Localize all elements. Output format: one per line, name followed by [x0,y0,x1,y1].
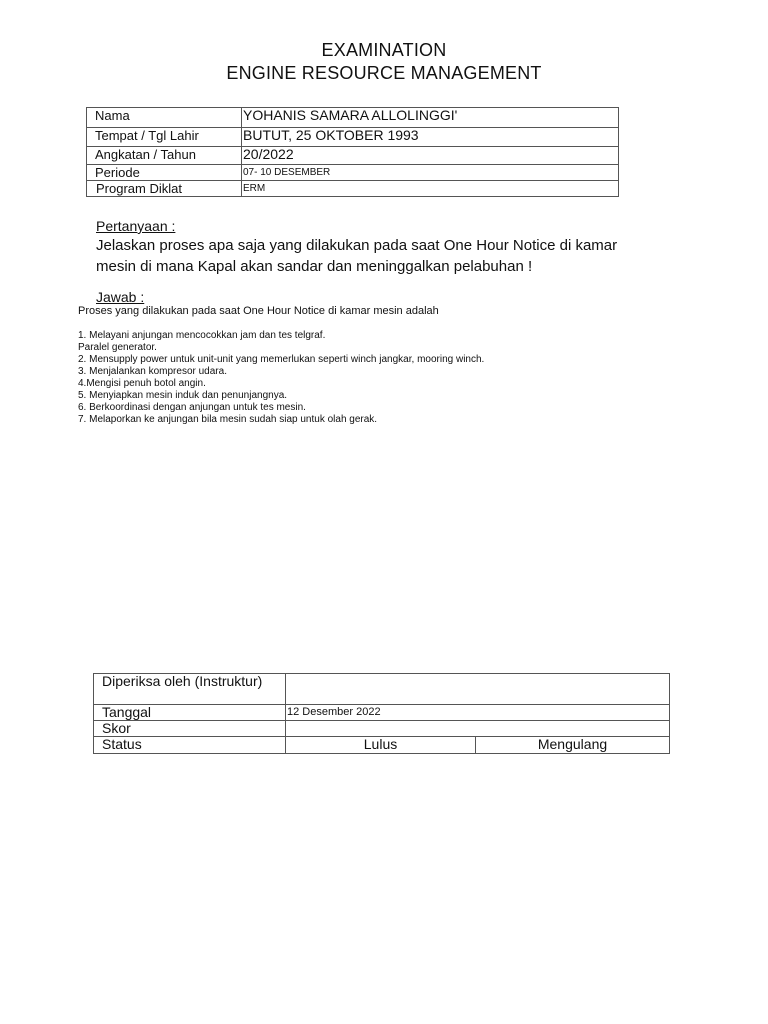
score-value [286,721,670,737]
answer-heading: Jawab : [96,289,145,305]
table-row [87,165,619,181]
answer-list [78,330,718,426]
list-item: 3. Menjalankan kompresor udara. [78,366,227,377]
exam-subtitle: ENGINE RESOURCE MANAGEMENT [226,63,542,83]
table-row [94,705,670,721]
identity-table [86,107,619,197]
answer-intro: Proses yang dilakukan pada saat One Hour Notice di kamar mesin adalah [78,305,439,317]
list-item: 4.Mengisi penuh botol angin. [78,378,206,389]
checked-by-value [286,674,670,705]
list-item: 2. Mensupply power untuk unit-unit yang memerlukan seperti winch jangkar, mooring winch. [78,354,485,365]
list-item: 7. Melaporkan ke anjungan bila mesin sudah siap untuk olah gerak. [78,414,378,425]
program-value: ERM [242,181,619,197]
review-table [93,673,670,754]
score-label: Skor [94,721,286,737]
program-label: Program Diklat [87,181,242,197]
checked-by-label: Diperiksa oleh (Instruktur) [94,674,286,705]
table-row [87,108,619,128]
name-label: Nama [87,108,242,128]
question-heading: Pertanyaan : [96,218,176,234]
status-pass: Lulus [286,737,476,754]
exam-title: EXAMINATION [321,40,447,60]
table-row [87,128,619,147]
period-value: 07- 10 DESEMBER [242,165,619,181]
name-value: YOHANIS SAMARA ALLOLINGGI' [242,108,619,128]
status-repeat: Mengulang [476,737,670,754]
table-row [87,181,619,197]
batch-label: Angkatan / Tahun [87,147,242,165]
table-row [94,737,670,754]
date-label: Tanggal [94,705,286,721]
table-row [94,674,670,705]
status-label: Status [94,737,286,754]
list-item: Paralel generator. [78,342,157,353]
question-text: Jelaskan proses apa saja yang dilakukan pada saat One Hour Notice di kamar mesin di mana Kapal akan sandar dan meninggalkan pelabuhan ! [96,237,618,275]
list-item: 6. Berkoordinasi dengan anjungan untuk tes mesin. [78,402,306,413]
period-label: Periode [87,165,242,181]
list-item: 1. Melayani anjungan mencocokkan jam dan tes telgraf. [78,330,326,341]
table-row [87,147,619,165]
batch-value: 20/2022 [242,147,619,165]
birth-value: BUTUT, 25 OKTOBER 1993 [242,128,619,147]
birth-label: Tempat / Tgl Lahir [87,128,242,147]
date-value: 12 Desember 2022 [286,705,670,721]
list-item: 5. Menyiapkan mesin induk dan penunjangnya. [78,390,288,401]
table-row [94,721,670,737]
